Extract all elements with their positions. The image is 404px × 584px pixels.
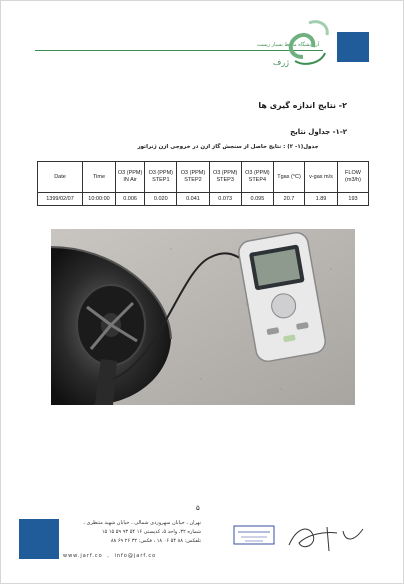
address-line-1: تهران ، خیابان سهروردی شمالی ، خیابان شهید منتظری ، <box>83 520 201 526</box>
table-caption: جدول(۱- ۲) : نتایج حاصل از سنجش گاز ازن در خروجی ازن ژنراتور <box>137 144 319 150</box>
company-stamp-icon <box>233 525 275 545</box>
signature-icon <box>283 521 369 555</box>
col-vgas: v-gas m/s <box>305 162 338 193</box>
table-row <box>38 193 369 206</box>
section-heading: ۲- نتایج اندازه گیری ها <box>258 101 347 110</box>
company-logo-icon <box>269 17 337 69</box>
cell-o3-step4: 0.095 <box>241 193 273 206</box>
cell-vgas: 1.89 <box>305 193 338 206</box>
anemometer-photo-illustration <box>51 229 355 405</box>
address-line-3: تلفکس: ۸۸ ۵۴ ۰۶ ۱۸ ، فکس: ۳۲ ۲۶ ۶۹ ۸۸ <box>110 538 201 544</box>
results-table <box>37 161 369 206</box>
header-company-text: آزمایشگاه محیط بسیار زیست <box>256 42 319 48</box>
address-line-2: شماره ۳۲، واحد ۵، کدپستی ۱۶ ۵۴ ۹۳ ۵۹ ۱۵ ۱۵ <box>101 529 201 535</box>
col-o3-step2: O3 (PPM) STEP2 <box>177 162 209 193</box>
footer-contact: www.jarf.co , info@jarf.co <box>63 553 157 559</box>
measurement-photo <box>51 229 355 405</box>
cell-o3-step2: 0.041 <box>177 193 209 206</box>
email-link[interactable]: info@jarf.co <box>114 553 157 559</box>
footer-brand-block <box>19 519 59 559</box>
subsection-heading: ۱-۲- جداول نتایج <box>290 128 347 136</box>
col-o3-step4: O3 (PPM) STEP4 <box>241 162 273 193</box>
col-time: Time <box>83 162 116 193</box>
col-flow: FLOW (m3/h) <box>338 162 369 193</box>
page-number: ۵ <box>196 504 200 512</box>
col-date: Date <box>38 162 83 193</box>
brand-block <box>337 32 369 62</box>
col-tgas: Tgas (°C) <box>274 162 305 193</box>
cell-flow: 193 <box>338 193 369 206</box>
cell-o3-step1: 0.020 <box>145 193 177 206</box>
cell-date: 1399/02/07 <box>38 193 83 206</box>
col-o3-air: O3 (PPM) IN Air <box>116 162 145 193</box>
col-o3-step3: O3 (PPM) STEP3 <box>209 162 241 193</box>
cell-o3-air: 0.006 <box>116 193 145 206</box>
svg-text:ژرف: ژرف <box>273 58 290 67</box>
cell-time: 10:00:00 <box>83 193 116 206</box>
cell-o3-step3: 0.073 <box>209 193 241 206</box>
table-header-row <box>38 162 369 193</box>
cell-tgas: 20.7 <box>274 193 305 206</box>
col-o3-step1: O3 (PPM) STEP1 <box>145 162 177 193</box>
footer-address <box>63 519 201 546</box>
website-link[interactable]: www.jarf.co <box>63 553 103 559</box>
